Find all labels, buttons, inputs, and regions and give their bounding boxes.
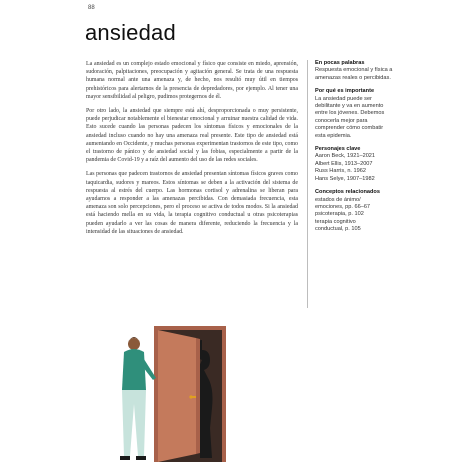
people-heading: Personajes clave bbox=[315, 146, 361, 153]
why-section bbox=[315, 88, 393, 140]
paragraph: La ansiedad es un complejo estado emocional y físico que consiste en miedo, aprensión, sudoración, palpitaciones, preocupación y agitación general. Se trata de una respuesta humana normal ante una amenaza y, de hecho, nos resultó muy útil en tiempos prehistóricos para alertarnos de la presencia de depredadores, por ejemplo. Al tener una mayor sensibilidad al peligro, pudimos protegernos de él. bbox=[86, 61, 298, 100]
door-scene-icon bbox=[110, 322, 230, 464]
body-text bbox=[86, 60, 298, 242]
why-text: La ansiedad puede ser debilitante y va en aumento entre los jóvenes. Debemos conocerla mejor para comprender cómo combatir esta epidemia. bbox=[315, 95, 385, 139]
in-brief-text: Respuesta emocional y física a amenazas reales o percibidas. bbox=[315, 67, 393, 81]
related-item: estados de ánimo/ bbox=[315, 196, 361, 203]
in-brief-section bbox=[315, 60, 393, 82]
column-divider bbox=[307, 60, 308, 308]
related-section bbox=[315, 189, 393, 233]
related-heading: Conceptos relacionados bbox=[315, 189, 380, 196]
people-section bbox=[315, 146, 393, 183]
paragraph: Las personas que padecen trastornos de ansiedad presentan síntomas físicos graves como taquicardia, sudores y mareos. Estos síntomas se deben a la activación del sistema de respuesta al estrés del cuerpo. Las hormonas cortisol y adrenalina se liberan para ayudarnos a responder a las amenazas percibidas. Con demasiada frecuencia, esta amenaza son solo percepciones, pero el proceso se activa de todos modos. Si la ansiedad está haciendo mella en su vida, la terapia cognitivo conductual u otras psicoterapias pueden ayudarlo a ver las cosas de manera diferente, reduciendo la frecuencia y la intensidad de las situaciones de ansiedad. bbox=[86, 171, 298, 235]
paragraph: Por otro lado, la ansiedad que siempre está ahí, desproporcionada o muy persistente, puede perjudicar notablemente el bienestar emocional y arruinar nuestra calidad de vida. Esto sucede cuando las personas padecen los síntomas físicos y emocionales de la ansiedad incluso cuando no hay una amenaza real presente. Este tipo de ansiedad está aumentando en Occidente, y muchas personas experimentan trastornos de este tipo, como el trastorno de pánico y de ansiedad social y las fobias, especialmente a partir de la pandemia de Covid-19 y a raíz del aumento del uso de las redes sociales. bbox=[86, 108, 298, 164]
door-knob bbox=[189, 395, 192, 398]
page-title: ansiedad bbox=[85, 20, 176, 45]
related-item: emociones, pp. 66–67 bbox=[315, 203, 371, 210]
door-panel-edge bbox=[196, 338, 200, 454]
person-item: Albert Ellis, 1913–2007 bbox=[315, 160, 373, 167]
why-heading: Por qué es importante bbox=[315, 88, 375, 95]
person-item: Hans Selye, 1907–1982 bbox=[315, 175, 375, 182]
related-item: conductual, p. 105 bbox=[315, 226, 361, 233]
person-shoe bbox=[120, 456, 130, 460]
sidebar bbox=[315, 60, 393, 240]
person-item: Russ Harris, n. 1962 bbox=[315, 168, 366, 175]
page-number: 88 bbox=[88, 5, 95, 11]
person-trousers bbox=[122, 390, 146, 456]
related-item: psicoterapia, p. 102 bbox=[315, 211, 364, 218]
person-shoe bbox=[136, 456, 146, 460]
person-head bbox=[128, 338, 140, 350]
in-brief-heading: En pocas palabras bbox=[315, 60, 365, 66]
person-item: Aaron Beck, 1921–2021 bbox=[315, 153, 376, 160]
door-illustration bbox=[110, 322, 230, 469]
related-item: terapia cognitivo bbox=[315, 218, 356, 225]
person-shirt bbox=[122, 349, 146, 390]
